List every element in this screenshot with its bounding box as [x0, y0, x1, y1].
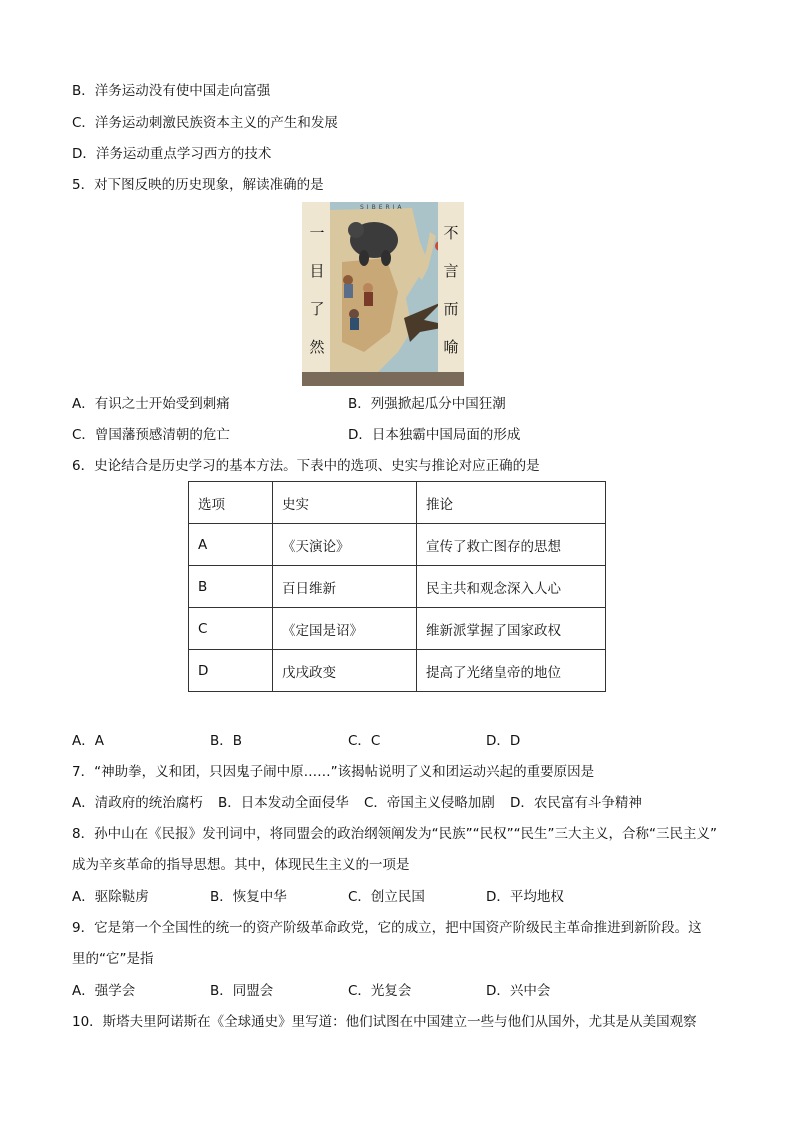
table-cell: A [189, 524, 273, 566]
q9-option-c: C．光复会 [348, 983, 412, 999]
q8-option-d: D．平均地权 [486, 889, 564, 905]
q9-stem-line-1: 9．它是第一个全国性的统一的资产阶级革命政党，它的成立，把中国资产阶级民主革命推进到新阶段。这 [72, 920, 702, 936]
q7-stem: 7．“神助拳，义和团，只因鬼子闹中原……”该揭帖说明了义和团运动兴起的重要原因是 [72, 764, 595, 780]
q7-option-c: C．帝国主义侵略加剧 [364, 795, 495, 811]
q7-option-a: A．清政府的统治腐朽 [72, 795, 203, 811]
q4-option-d: D．洋务运动重点学习西方的技术 [72, 146, 272, 162]
q6-option-a: A．A [72, 733, 104, 749]
table-row [189, 524, 606, 566]
table-cell: 戊戌政变 [273, 650, 417, 692]
q9-option-a: A．强学会 [72, 983, 136, 999]
q5-option-c: C．曾国藩预感清朝的危亡 [72, 427, 230, 443]
q4-option-c: C．洋务运动刺激民族资本主义的产生和发展 [72, 115, 338, 131]
q8-option-b: B．恢复中华 [210, 889, 287, 905]
q8-stem-line-2: 成为辛亥革命的指导思想。其中，体现民生主义的一项是 [72, 857, 410, 873]
table-row [189, 608, 606, 650]
q7-option-d: D．农民富有斗争精神 [510, 795, 642, 811]
q6-option-b: B．B [210, 733, 243, 749]
table-cell: 民主共和观念深入人心 [417, 566, 606, 608]
table-cell: C [189, 608, 273, 650]
q10-stem-line-1: 10．斯塔夫里阿诺斯在《全球通史》里写道：他们试图在中国建立一些与他们从国外，尤其是从美国观察 [72, 1014, 697, 1030]
q6-option-c: C．C [348, 733, 381, 749]
cartoon-map-illustration [302, 202, 464, 386]
table-cell: 宣传了救亡图存的思想 [417, 524, 606, 566]
q9-option-d: D．兴中会 [486, 983, 551, 999]
table-cell: 提高了光绪皇帝的地位 [417, 650, 606, 692]
right-caption-char: 言 [443, 262, 459, 280]
left-caption-char: 一 [309, 224, 325, 242]
q5-cartoon-image [302, 202, 464, 386]
left-caption-char: 了 [309, 300, 325, 318]
q6-option-d: D．D [486, 733, 521, 749]
q9-stem-line-2: 里的“它”是指 [72, 951, 154, 967]
table-row [189, 650, 606, 692]
table-cell: 《定国是诏》 [273, 608, 417, 650]
table-header-cell: 选项 [189, 482, 273, 524]
q5-stem: 5．对下图反映的历史现象，解读准确的是 [72, 177, 324, 193]
q5-option-b: B．列强掀起瓜分中国狂潮 [348, 396, 506, 412]
q5-option-a: A．有识之士开始受到刺痛 [72, 396, 230, 412]
q8-option-c: C．创立民国 [348, 889, 425, 905]
cartoon-left-caption [308, 214, 326, 366]
q7-option-b: B．日本发动全面侵华 [218, 795, 349, 811]
q9-option-b: B．同盟会 [210, 983, 274, 999]
table-header-cell: 推论 [417, 482, 606, 524]
cartoon-right-caption [442, 214, 460, 366]
left-caption-char: 目 [309, 262, 325, 280]
table-cell: 维新派掌握了国家政权 [417, 608, 606, 650]
q6-table [188, 481, 606, 692]
q8-option-a: A．驱除鞑虏 [72, 889, 149, 905]
q5-option-d: D．日本独霸中国局面的形成 [348, 427, 521, 443]
table-header-row [189, 482, 606, 524]
table-header-cell: 史实 [273, 482, 417, 524]
table-cell: 《天演论》 [273, 524, 417, 566]
table-cell: D [189, 650, 273, 692]
table-cell: B [189, 566, 273, 608]
q6-stem: 6．史论结合是历史学习的基本方法。下表中的选项、史实与推论对应正确的是 [72, 458, 540, 474]
q4-option-b: B．洋务运动没有使中国走向富强 [72, 83, 271, 99]
right-caption-char: 而 [443, 300, 459, 318]
left-caption-char: 然 [309, 338, 325, 356]
right-caption-char: 喻 [443, 338, 459, 356]
table-row [189, 566, 606, 608]
cartoon-top-label: SIBERIA [360, 204, 405, 211]
q8-stem-line-1: 8．孙中山在《民报》发刊词中，将同盟会的政治纲领阐发为“民族”“民权”“民生”三大主义，合称“三民主义” [72, 826, 718, 842]
right-caption-char: 不 [443, 224, 459, 242]
table-cell: 百日维新 [273, 566, 417, 608]
